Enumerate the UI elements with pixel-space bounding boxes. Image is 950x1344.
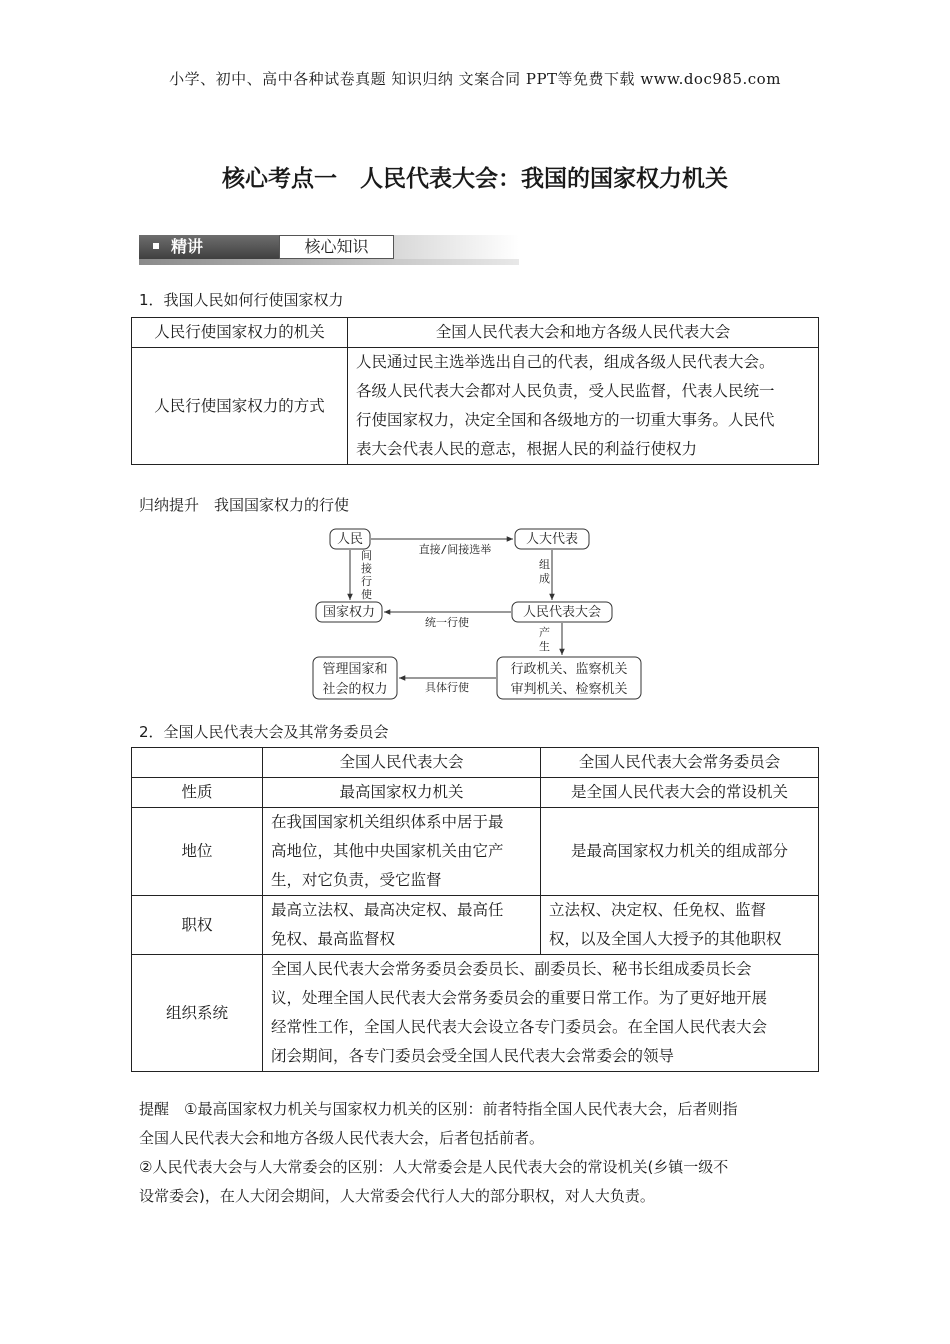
banner-fade (394, 235, 519, 259)
cell-line: 各级人民代表大会都对人民负责，受人民监督，代表人民统一 (356, 382, 775, 400)
edge-compose-char: 成 (539, 572, 550, 585)
banner-left (139, 235, 279, 259)
node-manage-line2: 社会的权力 (322, 682, 388, 697)
cell-line: 权，以及全国人大授予的其他职权 (549, 930, 782, 948)
cell-line: 全国人民代表大会常务委员会委员长、副委员长、秘书长组成委员长会 (271, 960, 752, 978)
page-header: 小学、初中、高中各种试卷真题 知识归纳 文案合同 PPT等免费下载 www.doc985.com (169, 70, 781, 88)
edge-elect-label: 直接/间接选举 (418, 543, 492, 556)
node-people: 人民 (336, 532, 364, 547)
table-cell (132, 748, 263, 778)
table-row (132, 808, 819, 896)
edge-produce-char: 产 (539, 626, 550, 639)
table-cell: 人民行使国家权力的方式 (132, 348, 348, 465)
section-banner (139, 233, 519, 265)
cell-line: 免权、最高监督权 (271, 930, 396, 948)
table-cell: 人民行使国家权力的机关 (132, 318, 348, 348)
table-cell: 最高国家权力机关 (263, 778, 541, 808)
section1-heading: 1．我国人民如何行使国家权力 (139, 291, 344, 309)
tip-line: 提醒 ①最高国家权力机关与国家权力机关的区别：前者特指全国人民代表大会，后者则指 (139, 1100, 738, 1118)
cell-line: 议，处理全国人民代表大会常务委员会的重要日常工作。为了更好地开展 (271, 989, 768, 1007)
section2-heading: 2．全国人民代表大会及其常务委员会 (139, 723, 389, 741)
cell-line: 生，对它负责，受它监督 (271, 871, 442, 889)
banner-left-label: 精讲 (171, 237, 204, 256)
edge-indirect-char: 行 (361, 575, 372, 588)
edge-indirect-char: 接 (361, 562, 372, 575)
power-flow-diagram (310, 526, 645, 702)
node-deputies: 人大代表 (525, 532, 579, 547)
table-cell (263, 955, 819, 1072)
table-row (132, 955, 819, 1072)
tips-block (139, 1095, 819, 1211)
row-label: 组织系统 (132, 955, 263, 1072)
table-row (132, 348, 819, 465)
table-cell (263, 808, 541, 896)
node-power: 国家权力 (322, 605, 376, 620)
cell-line: 高地位，其他中央国家机关由它产 (271, 842, 504, 860)
tip-line: 设常委会)，在人大闭会期间，人大常委会代行人大的部分职权，对人大负责。 (139, 1187, 655, 1205)
edge-compose-char: 组 (539, 558, 550, 571)
row-label: 地位 (132, 808, 263, 896)
table-cell: 是最高国家权力机关的组成部分 (541, 808, 819, 896)
table-npc (131, 747, 819, 1072)
cell-line: 闭会期间，各专门委员会受全国人民代表大会常委会的领导 (271, 1047, 675, 1065)
edge-indirect-char: 使 (361, 588, 372, 601)
table-row (132, 748, 819, 778)
cell-line: 人民通过民主选举选出自己的代表，组成各级人民代表大会。 (356, 353, 775, 371)
table-row (132, 778, 819, 808)
page-title: 核心考点一 人民代表大会：我国的国家权力机关 (222, 166, 728, 192)
table-header: 全国人民代表大会 (263, 748, 541, 778)
row-label: 性质 (132, 778, 263, 808)
cell-line: 在我国国家机关组织体系中居于最 (271, 813, 504, 831)
table-header: 全国人民代表大会常务委员会 (541, 748, 819, 778)
banner-underline (139, 259, 519, 265)
table-cell: 全国人民代表大会和地方各级人民代表大会 (348, 318, 819, 348)
table-exercise-power (131, 317, 819, 465)
table-row (132, 318, 819, 348)
node-manage-line1: 管理国家和 (322, 662, 388, 677)
table-cell (263, 896, 541, 955)
table-cell (348, 348, 819, 465)
cell-line: 表大会代表人民的意志，根据人民的利益行使权力 (356, 440, 698, 458)
edge-indirect-char: 间 (361, 549, 372, 562)
edge-unify-label: 统一行使 (425, 616, 469, 629)
cell-line: 经常性工作，全国人民代表大会设立各专门委员会。在全国人民代表大会 (271, 1018, 768, 1036)
node-organs-line2: 审判机关、检察机关 (510, 682, 628, 697)
table-cell: 是全国人民代表大会的常设机关 (541, 778, 819, 808)
square-icon (153, 243, 159, 249)
table-row (132, 896, 819, 955)
cell-line: 立法权、决定权、任免权、监督 (549, 901, 767, 919)
tip-line: ②人民代表大会与人大常委会的区别：人大常委会是人民代表大会的常设机关(乡镇一级不 (139, 1158, 729, 1176)
banner-right: 核心知识 (279, 235, 394, 259)
node-organs-line1: 行政机关、监察机关 (510, 662, 628, 677)
edge-produce-char: 生 (539, 640, 550, 653)
tip-line: 全国人民代表大会和地方各级人民代表大会，后者包括前者。 (139, 1129, 545, 1147)
edge-exercise-label: 具体行使 (425, 681, 469, 694)
row-label: 职权 (132, 896, 263, 955)
node-congress: 人民代表大会 (522, 605, 602, 620)
cell-line: 最高立法权、最高决定权、最高任 (271, 901, 504, 919)
summary-heading: 归纳提升 我国国家权力的行使 (139, 496, 350, 514)
cell-line: 行使国家权力，决定全国和各级地方的一切重大事务。人民代 (356, 411, 775, 429)
table-cell (541, 896, 819, 955)
